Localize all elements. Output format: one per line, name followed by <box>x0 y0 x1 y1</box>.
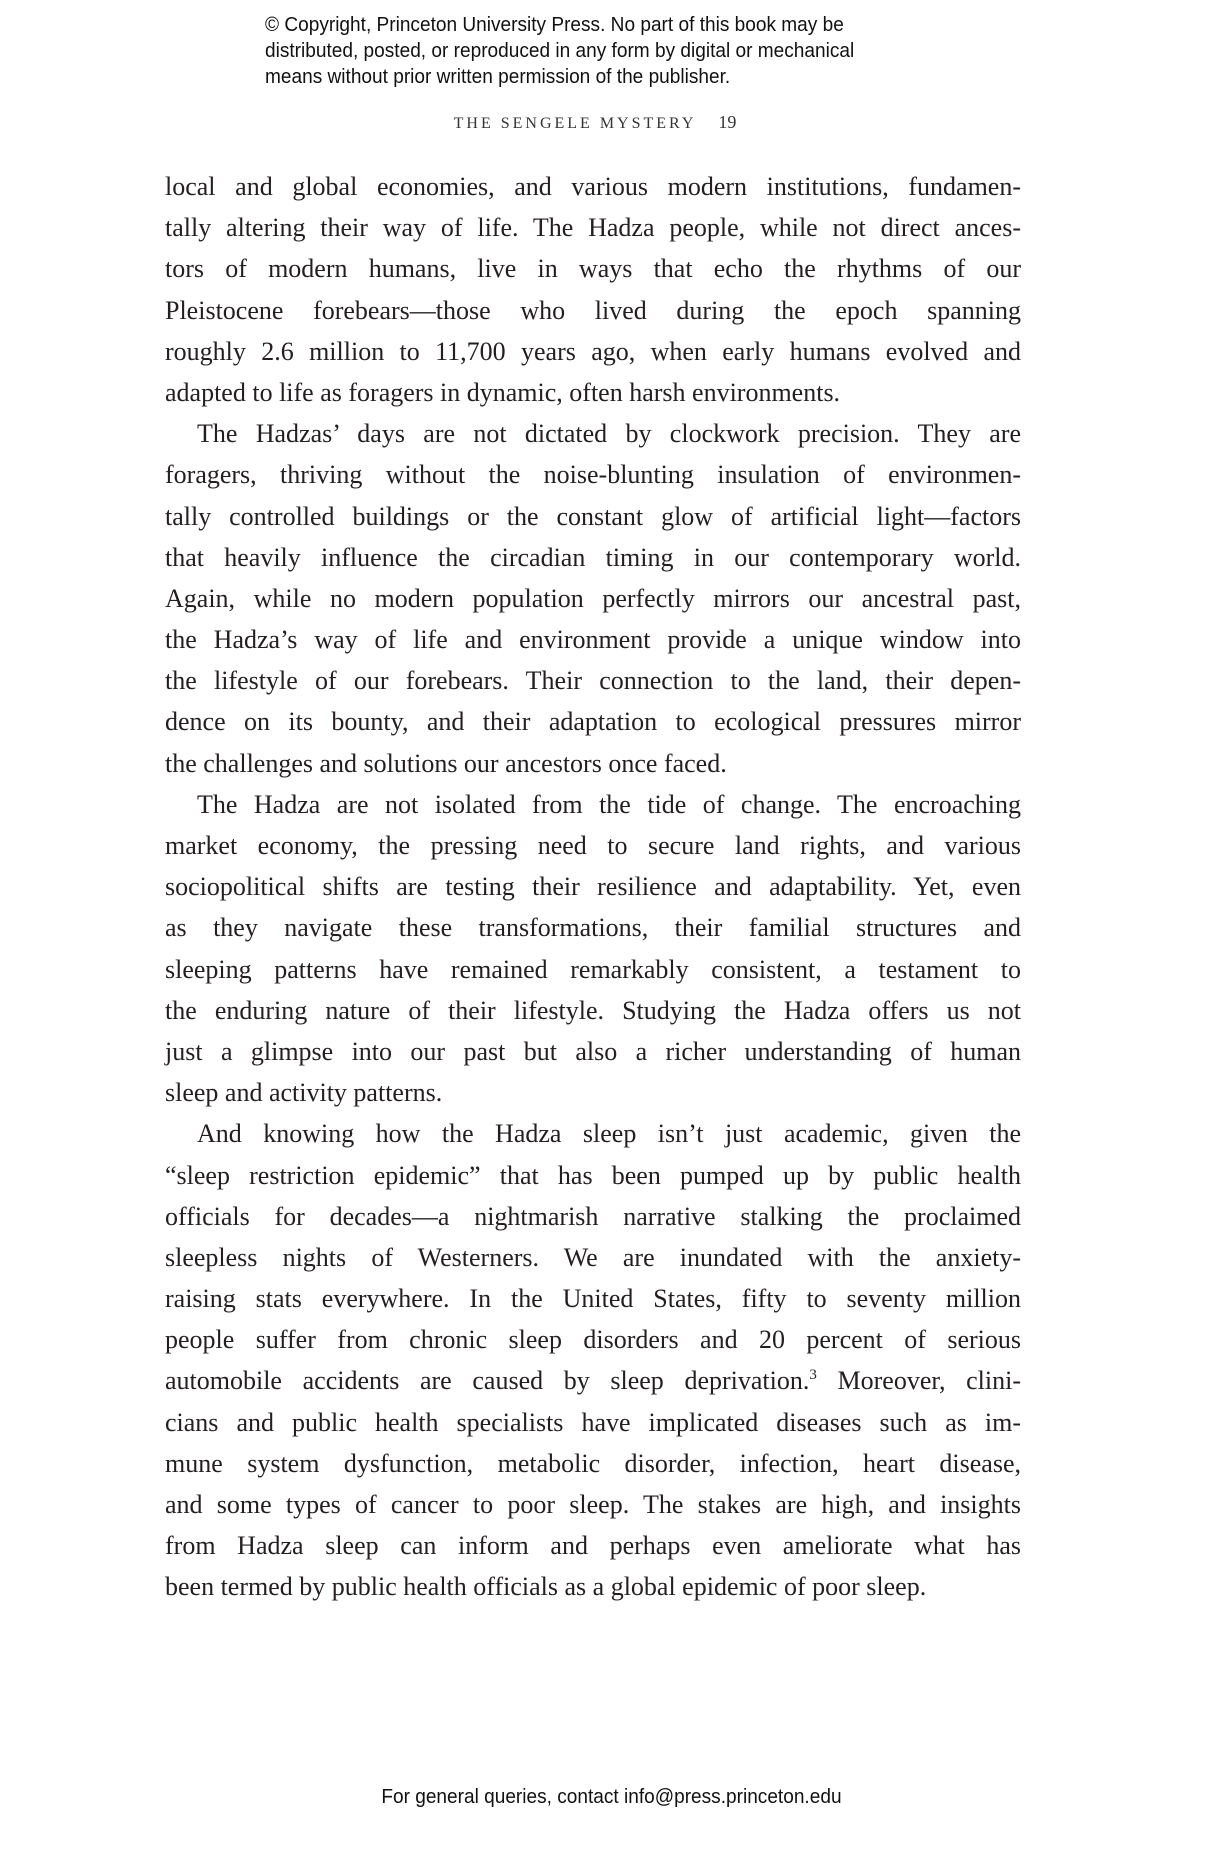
text-line: the Hadza’s way of life and environment provide a unique window into <box>165 625 1021 655</box>
text-line: local and global economies, and various modern institutions, fundamen- <box>165 172 1021 201</box>
text-line: sociopolitical shifts are testing their resilience and adaptability. Yet, even <box>165 872 1021 902</box>
text-line: sleepless nights of Westerners. We are inundated with the anxiety- <box>165 1242 1021 1272</box>
text-line: and some types of cancer to poor sleep. The stakes are high, and insights <box>165 1490 1021 1519</box>
chapter-title: THE SENGELE MYSTERY <box>453 115 697 132</box>
text-line: tally altering their way of life. The Hadza people, while not direct ances- <box>165 213 1021 243</box>
text-line: mune system dysfunction, metabolic disorder, infection, heart disease, <box>165 1448 1021 1478</box>
text-line: tally controlled buildings or the constant glow of artificial light—factors <box>165 501 1021 531</box>
text-line: sleeping patterns have remained remarkably consistent, a testament to <box>165 954 1021 984</box>
text-line: the lifestyle of our forebears. Their connection to the land, their depen- <box>165 666 1021 696</box>
text-line: The Hadza are not isolated from the tide of change. The encroaching <box>197 789 1021 819</box>
copyright-line: means without prior written permission of the publisher. <box>265 65 731 88</box>
paragraph <box>165 1113 1021 1607</box>
text-line: foragers, thriving without the noise-blunting insulation of environmen- <box>165 460 1021 490</box>
text-line: been termed by public health officials as a global epidemic of poor sleep. <box>165 1572 927 1602</box>
footer <box>0 1785 1225 1809</box>
text-line: from Hadza sleep can inform and perhaps even ameliorate what has <box>165 1531 1021 1561</box>
page-number: 19 <box>718 112 737 132</box>
footnote-reference[interactable]: 3 <box>809 1367 817 1384</box>
paragraph <box>165 784 1021 1114</box>
text-line: tors of modern humans, live in ways that echo the rhythms of our <box>165 254 1021 284</box>
text-line: dence on its bounty, and their adaptation to ecological pressures mirror <box>165 707 1021 737</box>
text-line: the enduring nature of their lifestyle. Studying the Hadza offers us not <box>165 995 1021 1025</box>
text-line: The Hadzas’ days are not dictated by clockwork precision. They are <box>197 419 1021 449</box>
running-head <box>0 112 1190 133</box>
text-line: raising stats everywhere. In the United States, fifty to seventy million <box>165 1284 1021 1314</box>
text-segment: automobile accidents are caused by sleep deprivation. <box>165 1366 810 1396</box>
text-line: And knowing how the Hadza sleep isn’t just academic, given the <box>197 1119 1021 1149</box>
text-line: just a glimpse into our past but also a richer understanding of human <box>165 1036 1021 1066</box>
text-line: adapted to life as foragers in dynamic, often harsh environments. <box>165 377 841 407</box>
text-line: market economy, the pressing need to secure land rights, and various <box>165 831 1021 860</box>
text-line: as they navigate these transformations, their familial structures and <box>165 913 1021 943</box>
text-line <box>165 1360 1021 1401</box>
text-line: the challenges and solutions our ancestors once faced. <box>165 748 727 778</box>
text-line: sleep and activity patterns. <box>165 1078 443 1108</box>
text-line: people suffer from chronic sleep disorders and 20 percent of serious <box>165 1325 1021 1355</box>
text-segment: Moreover, clini- <box>816 1366 1022 1396</box>
body-text <box>165 166 1021 1608</box>
text-line: roughly 2.6 million to 11,700 years ago, when early humans evolved and <box>165 336 1021 366</box>
paragraph <box>165 166 1021 413</box>
text-line: Again, while no modern population perfectly mirrors our ancestral past, <box>165 583 1021 613</box>
text-line: “sleep restriction epidemic” that has been pumped up by public health <box>165 1160 1021 1190</box>
paragraph <box>165 413 1021 784</box>
text-line: Pleistocene forebears—those who lived during the epoch spanning <box>165 295 1021 325</box>
copyright-line: © Copyright, Princeton University Press. No part of this book may be <box>265 13 844 36</box>
text-line: officials for decades—a nightmarish narrative stalking the proclaimed <box>165 1201 1021 1231</box>
copyright-line: distributed, posted, or reproduced in any form by digital or mechanical <box>265 39 855 62</box>
footer-contact: For general queries, contact info@press.princeton.edu <box>381 1785 842 1808</box>
text-line: that heavily influence the circadian timing in our contemporary world. <box>165 542 1021 572</box>
text-line: cians and public health specialists have implicated diseases such as im- <box>165 1407 1021 1437</box>
copyright-notice <box>265 12 854 90</box>
